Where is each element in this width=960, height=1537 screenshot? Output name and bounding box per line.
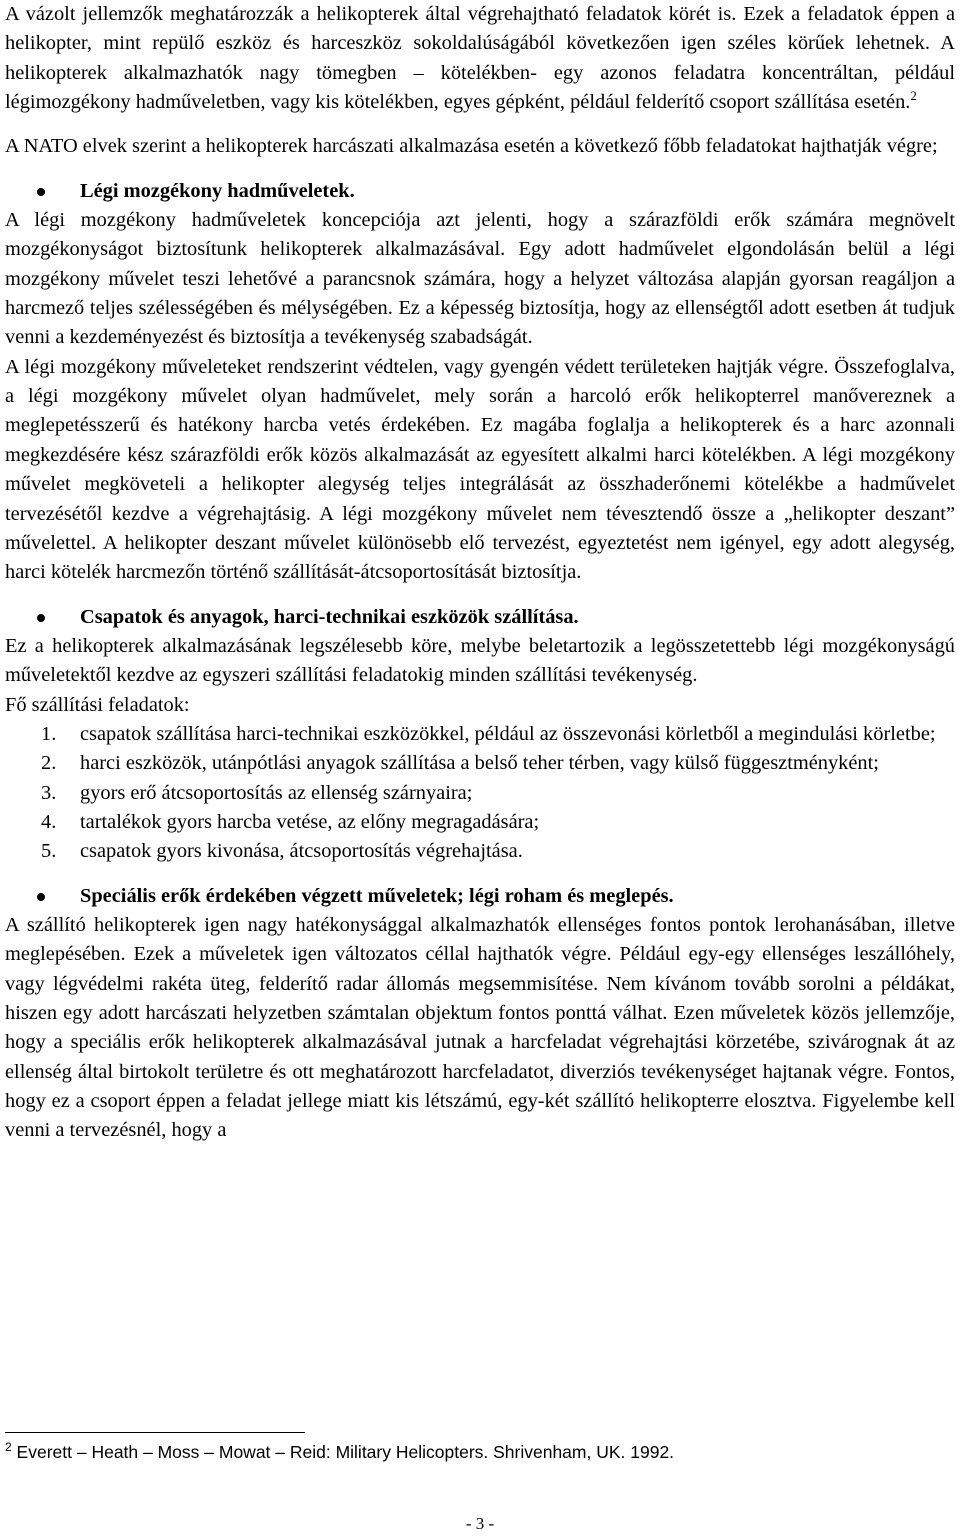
bullet-icon xyxy=(5,177,80,206)
list-item xyxy=(5,720,955,749)
bullet-icon xyxy=(5,882,80,911)
intro-paragraph-text: A vázolt jellemzők meghatározzák a helikopterek által végrehajtható feladatok körét is. Ezek a feladatok éppen a helikopter, mint repülő eszköz és harceszköz sokoldalúságából következően igen széles körűek lehetnek. A helikopterek alkalmazhatók nagy tömegben – kötelékben- egy azonos feladatra koncentráltan, például légimozgékony hadműveletben, vagy kis kötelékben, egyes gépként, például felderítő csoport szállítása esetén. xyxy=(5,3,955,114)
list-item xyxy=(5,749,955,778)
list-item xyxy=(5,779,955,808)
section-heading-transport xyxy=(5,603,955,632)
list-item-text: harci eszközök, utánpótlási anyagok szállítása a belső teher térben, vagy külső függesztményként; xyxy=(80,752,879,775)
paragraph: A légi mozgékony műveleteket rendszerint védtelen, vagy gyengén védett területeken hajtják végre. Összefoglalva, a légi mozgékony művelet olyan hadművelet, mely során a harcoló erők helikopterrel manővereznek a meglepetésszerű és hatékony harcba vetés érdekében. Ez magába foglalja a helikopterek és a harc azonnali megkezdésére kész szárazföldi erők közös alkalmazását az egyesített alkalmi harci kötelékben. A légi mozgékony művelet megköveteli a helikopter alegység teljes integrálását az összhaderőnemi kötelékbe a hadművelet tervezésétől kezdve a végrehajtásig. A légi mozgékony művelet nem tévesztendő össze a „helikopter deszant” művelettel. A helikopter deszant művelet különösebb elő tervezést, egyeztetést nem igényel, egy adott alegység, harci kötelék harcmezőn történő szállítását-átcsoportosítását biztosítja. xyxy=(5,355,955,584)
footnote-number: 2 xyxy=(5,1440,12,1455)
intro-paragraph xyxy=(5,0,955,117)
bullet-icon xyxy=(5,603,80,632)
transport-task-list xyxy=(5,720,955,867)
list-item-number: 1. xyxy=(41,722,57,745)
nato-intro-paragraph: A NATO elvek szerint a helikopterek harcászati alkalmazása esetén a következő főbb feladatokat hajthatják végre; xyxy=(5,135,938,158)
paragraph: Ez a helikopterek alkalmazásának legszélesebb köre, melybe beletartozik a legösszetettebb légi mozgékonyságú műveletektől kezdve az egyszeri szállítási feladatokig minden szállítási tevékenység. xyxy=(5,634,955,687)
section-heading-text: Speciális erők érdekében végzett műveletek; légi roham és meglepés. xyxy=(80,884,674,907)
list-item-text: csapatok gyors kivonása, átcsoportosítás végrehajtása. xyxy=(80,840,523,863)
footnote-text: Everett – Heath – Moss – Mowat – Reid: Military Helicopters. Shrivenham, UK. 1992. xyxy=(11,1442,675,1462)
list-item-text: gyors erő átcsoportosítás az ellenség szárnyaira; xyxy=(80,781,473,804)
section-heading-text: Légi mozgékony hadműveletek. xyxy=(80,179,355,202)
footnote-separator xyxy=(5,1432,305,1433)
paragraph: A légi mozgékony hadműveletek koncepciója azt jelenti, hogy a szárazföldi erők számára megnövelt mozgékonyságot biztosítunk helikopterek alkalmazásával. Egy adott hadművelet elgondolásán belül a légi mozgékony művelet teszi lehetővé a parancsnok számára, hogy a helyzet változása alapján gyorsan reagáljon a harcmező teljes szélességében és mélységében. Ez a képesség biztosítja, hogy az ellenségtől adott esetben át tudjuk venni a kezdeményezést és biztosítja a tevékenység szabadságát. xyxy=(5,209,955,349)
list-item-number: 3. xyxy=(41,781,57,804)
list-item-number: 5. xyxy=(41,840,57,863)
document-body xyxy=(5,0,955,1146)
section-heading-air-mobile xyxy=(5,177,955,206)
list-item-number: 2. xyxy=(41,752,57,775)
section-heading-special-forces xyxy=(5,882,955,911)
section-heading-text: Csapatok és anyagok, harci-technikai eszközök szállítása. xyxy=(80,605,579,628)
list-title: Fő szállítási feladatok: xyxy=(5,693,190,716)
page-number: - 3 - xyxy=(465,1514,495,1533)
paragraph: A szállító helikopterek igen nagy hatékonysággal alkalmazhatók ellenséges fontos pontok lerohanásában, illetve meglepésében. Ezek a műveletek igen változatos céllal hajthatók végre. Például egy-egy ellenséges leszállóhely, vagy légvédelmi rakéta üteg, felderítő radar állomás megsemmisítése. Nem kívánom tovább sorolni a példákat, hiszen egy adott harcászati helyzetben számtalan objektum fontos ponttá válhat. Ezen műveletek közös jellemzője, hogy a speciális erők helikopterek alkalmazásával jutnak a harcfeladat végrehajtási körzetébe, szivárognak át az ellenség által birtokolt területre és ott meghatározott harcfeladatot, diverziós tevékenységet hajtanak végre. Fontos, hogy ez a csoport éppen a feladat jellege miatt kis létszámú, egy-két szállító helikopterre elosztva. Figyelembe kell venni a tervezésnél, hogy a xyxy=(5,913,955,1142)
footnote xyxy=(5,1438,955,1466)
footnote-reference: 2 xyxy=(910,88,917,104)
list-item xyxy=(5,808,955,837)
list-item-number: 4. xyxy=(41,810,57,833)
list-item-text: tartalékok gyors harcba vetése, az előny megragadására; xyxy=(80,810,540,833)
list-item xyxy=(5,837,955,866)
list-item-text: csapatok szállítása harci-technikai eszközökkel, például az összevonási körletből a megindulási körletbe; xyxy=(80,722,936,745)
